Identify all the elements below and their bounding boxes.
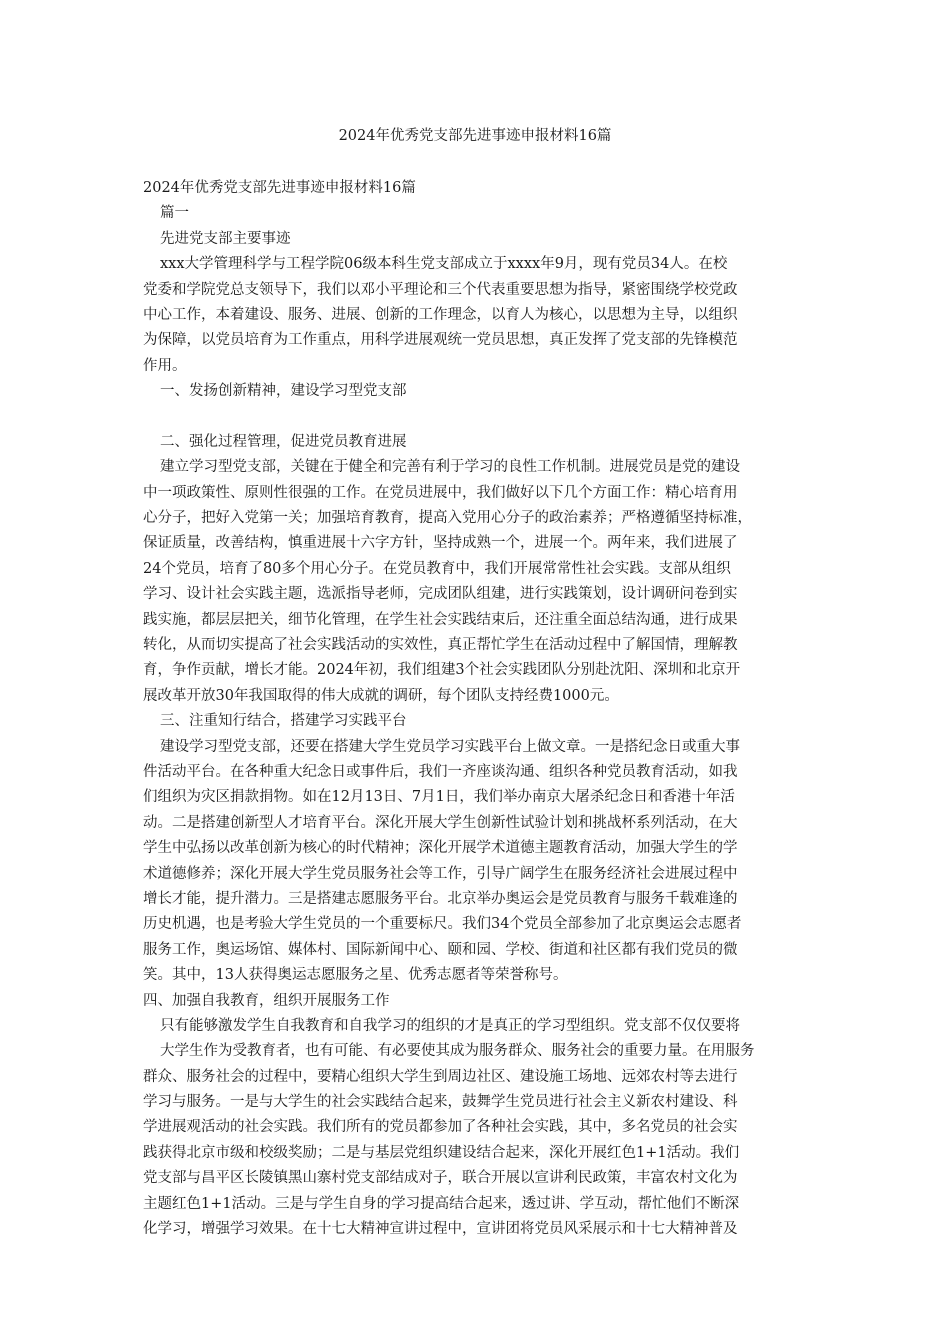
blank-line	[143, 405, 808, 430]
section-subtitle: 先进党支部主要事迹	[160, 230, 291, 247]
section-heading: 一、发扬创新精神，建设学习型党支部	[160, 383, 407, 400]
section-label: 篇一	[160, 205, 189, 222]
paragraph-line: 术道德修养；深化开展大学生党员服务社会等工作，引导广阔学生在服务经济社会进展过程中	[143, 865, 738, 882]
paragraph-line: 践获得北京市级和校级奖励；二是与基层党组织建设结合起来，深化开展红色1+1活动。我们	[143, 1144, 740, 1161]
paragraph-line: 历史机遇，也是考验大学生党员的一个重要标尺。我们34个党员全部参加了北京奥运会志愿者	[143, 916, 742, 933]
paragraph-line: 党委和学院党总支领导下，我们以邓小平理论和三个代表重要思想为指导，紧密围绕学校党政	[143, 281, 738, 298]
paragraph-line: 中一项政策性、原则性很强的工作。在党员进展中，我们做好以下几个方面工作：精心培育用	[143, 484, 738, 501]
paragraph-line: 党支部与昌平区长陵镇黑山寨村党支部结成对子，联合开展以宣讲利民政策，丰富农村文化为	[143, 1170, 738, 1187]
paragraph-line: 中心工作，本着建设、服务、进展、创新的工作理念，以育人为核心，以思想为主导，以组织	[143, 306, 738, 323]
paragraph-line: 动。二是搭建创新型人才培育平台。深化开展大学生创新性试验计划和挑战杯系列活动，在大	[143, 814, 738, 831]
paragraph-line: 心分子，把好入党第一关；加强培育教育，提高入党用心分子的政治素养；严格遵循坚持标准，	[143, 510, 752, 527]
paragraph-line: 化学习，增强学习效果。在十七大精神宣讲过程中，宣讲团将党员风采展示和十七大精神普及	[143, 1221, 738, 1238]
paragraph-line: 服务工作，奥运场馆、媒体村、国际新闻中心、颐和园、学校、街道和社区都有我们党员的微	[143, 941, 738, 958]
paragraph-line: 大学生作为受教育者，也有可能、有必要使其成为服务群众、服务社会的重要力量。在用服务	[160, 1043, 755, 1060]
paragraph-line: 建立学习型党支部，关键在于健全和完善有利于学习的良性工作机制。进展党员是党的建设	[160, 459, 740, 476]
paragraph-line: 转化，从而切实提高了社会实践活动的实效性，真正帮忙学生在活动过程中了解国情，理解教	[143, 637, 738, 654]
paragraph-line: 主题红色1+1活动。三是与学生自身的学习提高结合起来，透过讲、学互动，帮忙他们不断深	[143, 1195, 740, 1212]
paragraph-line: 展改革开放30年我国取得的伟大成就的调研，每个团队支持经费1000元。	[143, 687, 619, 704]
body-heading: 2024年优秀党支部先进事迹申报材料16篇	[143, 180, 416, 196]
paragraph-line: 为保障，以党员培育为工作重点，用科学进展观统一党员思想，真正发挥了党支部的先锋模范	[143, 332, 738, 349]
paragraph-line: 件活动平台。在各种重大纪念日或事件后，我们一齐座谈沟通、组织各种党员教育活动，如我	[143, 763, 738, 780]
paragraph-line: 学习、设计社会实践主题，选派指导老师，完成团队组建，进行实践策划，设计调研问卷到实	[143, 586, 738, 603]
paragraph-line	[143, 1242, 808, 1267]
document-title: 2024年优秀党支部先进事迹申报材料16篇	[338, 128, 612, 144]
paragraph-line: 增长才能，提升潜力。三是搭建志愿服务平台。北京举办奥运会是党员教育与服务千载难逢的	[143, 890, 738, 907]
paragraph-line: 学生中弘扬以改革创新为核心的时代精神；深化开展学术道德主题教育活动，加强大学生的学	[143, 840, 738, 857]
section-heading: 二、强化过程管理，促进党员教育进展	[160, 433, 407, 450]
paragraph-line: 学进展观活动的社会实践。我们所有的党员都参加了各种社会实践，其中，多名党员的社会实	[143, 1119, 738, 1136]
paragraph-line: 学习与服务。一是与大学生的社会实践结合起来，鼓舞学生党员进行社会主义新农村建设、科	[143, 1094, 738, 1111]
section-heading: 只有能够激发学生自我教育和自我学习的组织的才是真正的学习型组织。党支部不仅仅要将	[160, 1017, 740, 1034]
paragraph-line: 育，争作贡献，增长才能。2024年初，我们组建3个社会实践团队分别赴沈阳、深圳和北京开	[143, 662, 741, 679]
paragraph-line: 保证质量，改善结构，慎重进展十六字方针，坚持成熟一个，进展一个。两年来，我们进展了	[143, 535, 738, 552]
paragraph-line: 笑。其中，13人获得奥运志愿服务之星、优秀志愿者等荣誉称号。	[143, 967, 568, 984]
section-heading: 三、注重知行结合，搭建学习实践平台	[160, 713, 407, 730]
paragraph-line: 24个党员，培育了80多个用心分子。在党员教育中，我们开展常常性社会实践。支部从组织	[143, 560, 731, 577]
paragraph-line: 四、加强自我教育，组织开展服务工作	[143, 992, 390, 1009]
paragraph-line: 建设学习型党支部，还要在搭建大学生党员学习实践平台上做文章。一是搭纪念日或重大事	[160, 738, 740, 755]
paragraph-line: 群众、服务社会的过程中，要精心组织大学生到周边社区、建设施工场地、远郊农村等去进行	[143, 1068, 738, 1085]
paragraph-line: xxx大学管理科学与工程学院06级本科生党支部成立于xxxx年9月，现有党员34人。在校	[160, 256, 728, 273]
paragraph-line: 们组织为灾区捐款捐物。如在12月13日、7月1日，我们举办南京大屠杀纪念日和香港十年活	[143, 789, 735, 806]
paragraph-line: 践实施，都层层把关，细节化管理，在学生社会实践结束后，还注重全面总结沟通，进行成果	[143, 611, 738, 628]
document-body	[143, 176, 808, 1268]
paragraph-line: 作用。	[143, 357, 187, 374]
